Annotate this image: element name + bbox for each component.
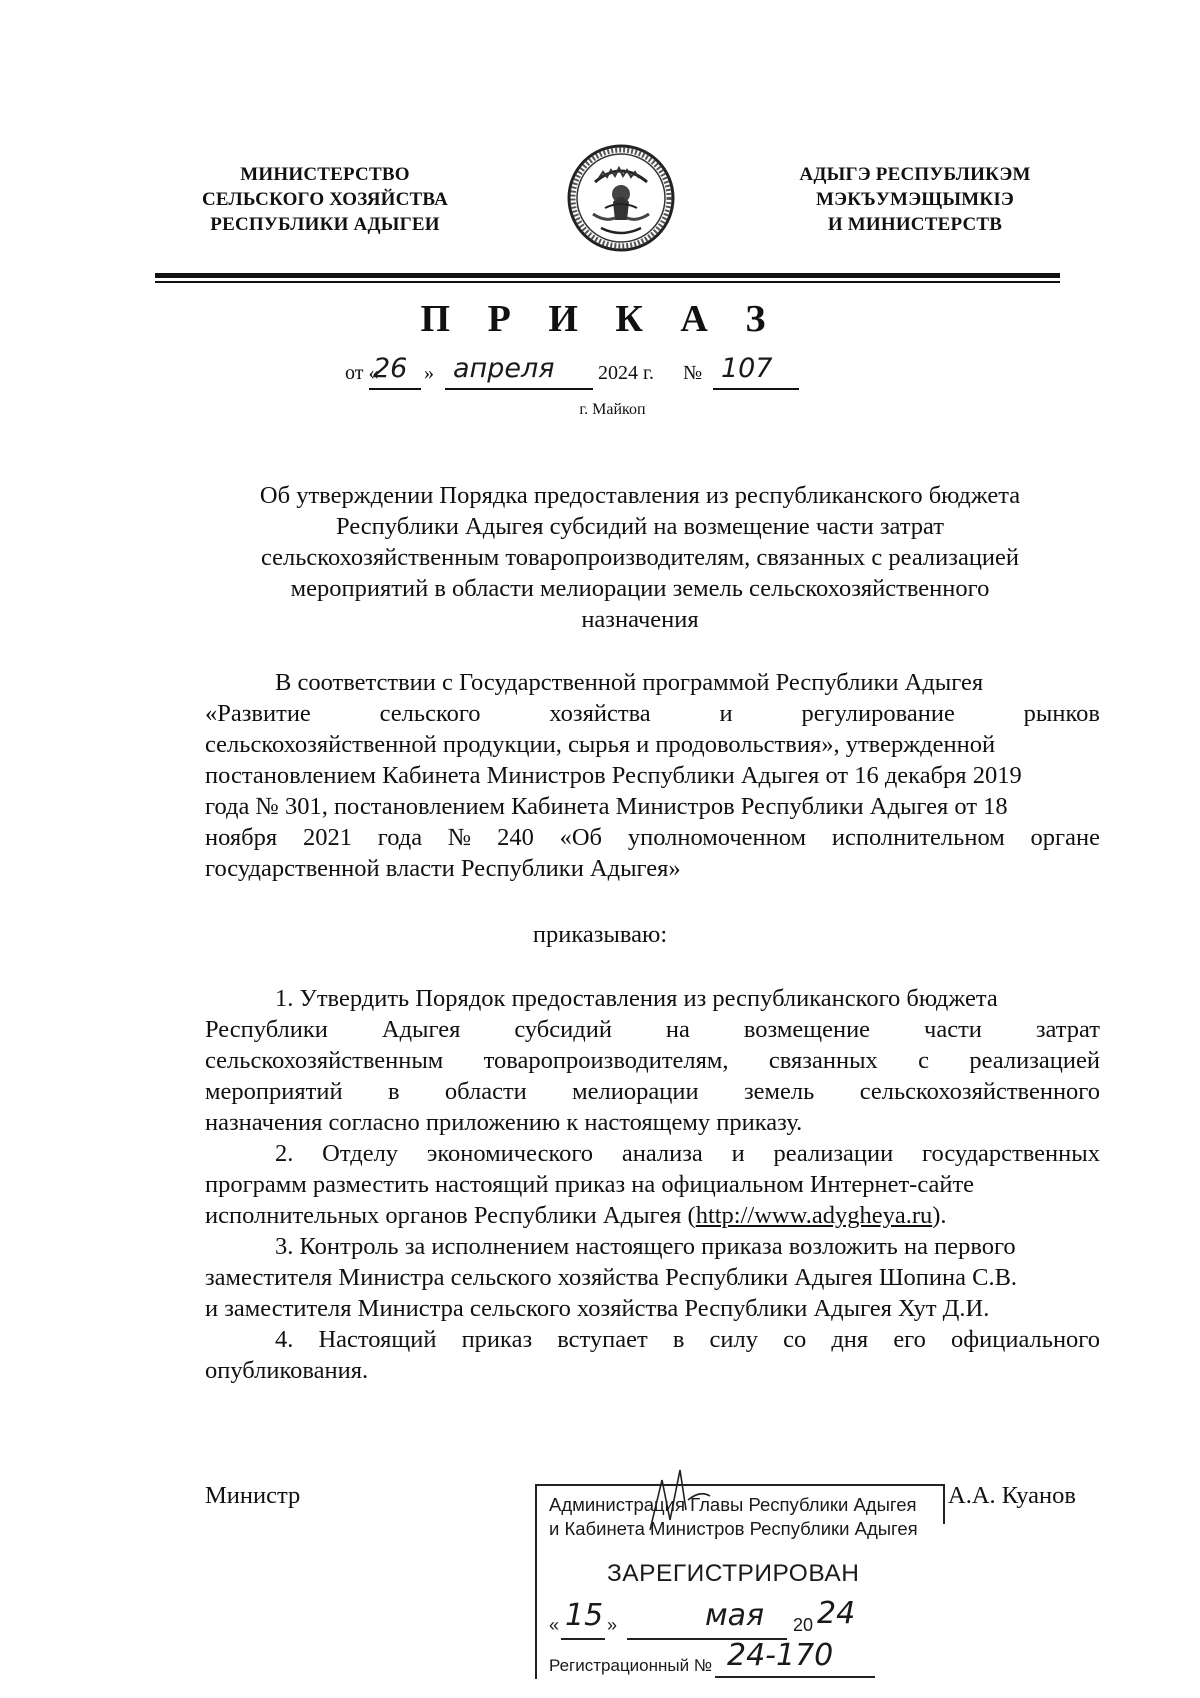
preamble-line: государственной власти Республики Адыгея»	[205, 855, 681, 882]
word: Настоящий	[318, 1326, 437, 1353]
word: затрат	[1035, 1016, 1100, 1043]
item-3-line: и заместителя Министра сельского хозяйства Республики Адыгея Хут Д.И.	[205, 1295, 990, 1322]
ministry-header-line: АДЫГЭ РЕСПУБЛИКЭМ	[799, 164, 1031, 185]
word: и	[719, 700, 733, 727]
word: «Об	[559, 824, 603, 851]
word: 4.	[275, 1326, 294, 1353]
preamble-line: В соответствии с Государственной программой Республики Адыгея	[275, 669, 984, 696]
word: части	[924, 1016, 982, 1043]
word: хозяйства	[549, 700, 651, 727]
stamp-year-prefix: 20	[793, 1615, 814, 1635]
preamble-line: года № 301, постановлением Кабинета Министров Республики Адыгея от 18	[205, 793, 1008, 820]
word: со	[783, 1326, 807, 1353]
word: 240	[497, 824, 534, 851]
header-divider-thin	[155, 281, 1060, 283]
item-3-line: 3. Контроль за исполнением настоящего приказа возложить на первого	[275, 1233, 1016, 1260]
word: ноября	[205, 824, 278, 851]
word: в	[672, 1326, 685, 1353]
coat-of-arms-icon	[565, 142, 677, 254]
stamp-registration-number-handwritten: 24-170	[727, 1638, 834, 1673]
item-1-line: назначения согласно приложению к настоящему приказу.	[205, 1109, 803, 1136]
word: анализа	[621, 1140, 703, 1167]
order-number-underline	[713, 388, 799, 390]
word: экономического	[426, 1140, 594, 1167]
word: Республики	[205, 1016, 328, 1043]
date-month-handwritten: апреля	[453, 353, 555, 384]
word: мелиорации	[572, 1078, 699, 1105]
word: земель	[743, 1078, 815, 1105]
item-1-line-justified	[205, 1045, 1100, 1076]
subject-line: Об утверждении Порядка предоставления из республиканского бюджета	[259, 482, 1021, 509]
preamble-line: сельскохозяйственной продукции, сырья и продовольствия», утвержденной	[205, 731, 996, 758]
word: возмещение	[743, 1016, 871, 1043]
item-1-line: 1. Утвердить Порядок предоставления из республиканского бюджета	[275, 985, 998, 1012]
item-2-text: ).	[932, 1202, 947, 1229]
stamp-authority-line: Администрация Главы Республики Адыгея	[549, 1494, 917, 1515]
stamp-authority-line: и Кабинета Министров Республики Адыгея	[549, 1518, 918, 1539]
ministry-header-line: СЕЛЬСКОГО ХОЗЯЙСТВА	[201, 189, 449, 210]
ministry-header-line: МИНИСТЕРСТВО	[240, 164, 410, 185]
minister-title: Министр	[205, 1482, 301, 1509]
word: реализации	[773, 1140, 894, 1167]
registration-stamp	[535, 1478, 943, 1678]
stamp-frame	[535, 1484, 537, 1679]
item-2-line-justified	[205, 1138, 1100, 1169]
order-subject	[200, 480, 1080, 635]
item-2-line	[205, 1200, 1100, 1231]
order-word: приказываю:	[532, 921, 668, 948]
ministry-header-line: МЭКЪУМЭЩЫМКIЭ	[815, 189, 1014, 210]
ministry-header-russian	[180, 162, 470, 237]
word: «Развитие	[205, 700, 311, 727]
word: регулирование	[801, 700, 955, 727]
subject-line: мероприятий в области мелиорации земель сельскохозяйственного	[290, 575, 990, 602]
city-label: г. Майкоп	[579, 401, 646, 418]
preamble-paragraph	[205, 667, 1100, 884]
subject-line: сельскохозяйственным товаропроизводителям, связанных с реализацией	[260, 544, 1020, 571]
header-divider-thick	[155, 273, 1060, 278]
word: рынков	[1023, 700, 1100, 727]
word: дня	[831, 1326, 869, 1353]
date-close-quote: »	[424, 362, 434, 384]
ministry-header-line: И МИНИСТЕРСТВ	[827, 214, 1003, 235]
word: связанных	[768, 1047, 878, 1074]
word: №	[447, 824, 472, 851]
date-day-handwritten: 26	[373, 353, 408, 384]
item-4-line: опубликования.	[205, 1357, 369, 1384]
word: сельскохозяйственным	[205, 1047, 444, 1074]
date-year: 2024 г.	[598, 362, 654, 384]
word: товаропроизводителям,	[483, 1047, 729, 1074]
word: реализацией	[969, 1047, 1100, 1074]
word: сельскохозяйственного	[859, 1078, 1100, 1105]
word: Отделу	[322, 1140, 399, 1167]
word: Адыгея	[381, 1016, 461, 1043]
minister-name: А.А. Куанов	[948, 1482, 1076, 1509]
ministry-header-adyghe	[770, 162, 1060, 237]
item-1-line-justified	[205, 1014, 1100, 1045]
word: органе	[1030, 824, 1100, 851]
word: исполнительном	[831, 824, 1005, 851]
word: официального	[951, 1326, 1100, 1353]
item-2-line: программ разместить настоящий приказ на официальном Интернет-сайте	[205, 1171, 975, 1198]
word: государственных	[922, 1140, 1100, 1167]
word: его	[893, 1326, 926, 1353]
preamble-line: постановлением Кабинета Министров Республики Адыгея от 16 декабря 2019	[205, 762, 1022, 789]
stamp-open-quote: «	[549, 1615, 560, 1635]
order-number-label: №	[683, 362, 703, 384]
word: области	[444, 1078, 527, 1105]
word: в	[387, 1078, 400, 1105]
order-number-handwritten: 107	[721, 353, 773, 384]
item-3-line: заместителя Министра сельского хозяйства Республики Адыгея Шопина С.В.	[205, 1264, 1018, 1291]
word: уполномоченном	[627, 824, 807, 851]
word: 2.	[275, 1140, 294, 1167]
word: сельского	[379, 700, 481, 727]
word: субсидий	[514, 1016, 612, 1043]
stamp-status: ЗАРЕГИСТРИРОВАН	[607, 1560, 860, 1587]
document-title: П Р И К А З	[420, 298, 780, 340]
word: с	[918, 1047, 929, 1074]
date-day-underline	[369, 388, 421, 390]
preamble-line-justified	[205, 698, 1100, 729]
stamp-year-handwritten: 24	[817, 1596, 856, 1631]
stamp-day-handwritten: 15	[565, 1598, 604, 1633]
date-month-underline	[445, 388, 593, 390]
word: мероприятий	[205, 1078, 343, 1105]
stamp-registration-label: Регистрационный №	[549, 1656, 713, 1675]
stamp-close-quote: »	[607, 1615, 618, 1635]
subject-line: назначения	[581, 606, 699, 633]
item-2-text: исполнительных органов Республики Адыгея (	[205, 1202, 696, 1229]
stamp-month-handwritten: мая	[705, 1598, 765, 1633]
website-link[interactable]: http://www.adygheya.ru	[695, 1202, 933, 1229]
date-prefix: от «	[345, 362, 379, 384]
ministry-header-line: РЕСПУБЛИКИ АДЫГЕИ	[210, 214, 440, 235]
word: приказ	[461, 1326, 533, 1353]
stamp-frame	[943, 1484, 945, 1524]
item-4-line-justified	[205, 1324, 1100, 1355]
word: на	[665, 1016, 690, 1043]
word: вступает	[557, 1326, 648, 1353]
stamp-registration-underline	[715, 1676, 875, 1678]
order-items	[205, 983, 1100, 1386]
word: 2021	[302, 824, 352, 851]
stamp-frame	[535, 1484, 945, 1486]
word: силу	[709, 1326, 758, 1353]
subject-line: Республики Адыгея субсидий на возмещение части затрат	[336, 513, 944, 540]
item-1-line-justified	[205, 1076, 1100, 1107]
word: года	[377, 824, 423, 851]
word: и	[731, 1140, 745, 1167]
preamble-line-justified	[205, 822, 1100, 853]
stamp-date-line	[549, 1615, 559, 1636]
stamp-day-underline	[561, 1638, 605, 1640]
